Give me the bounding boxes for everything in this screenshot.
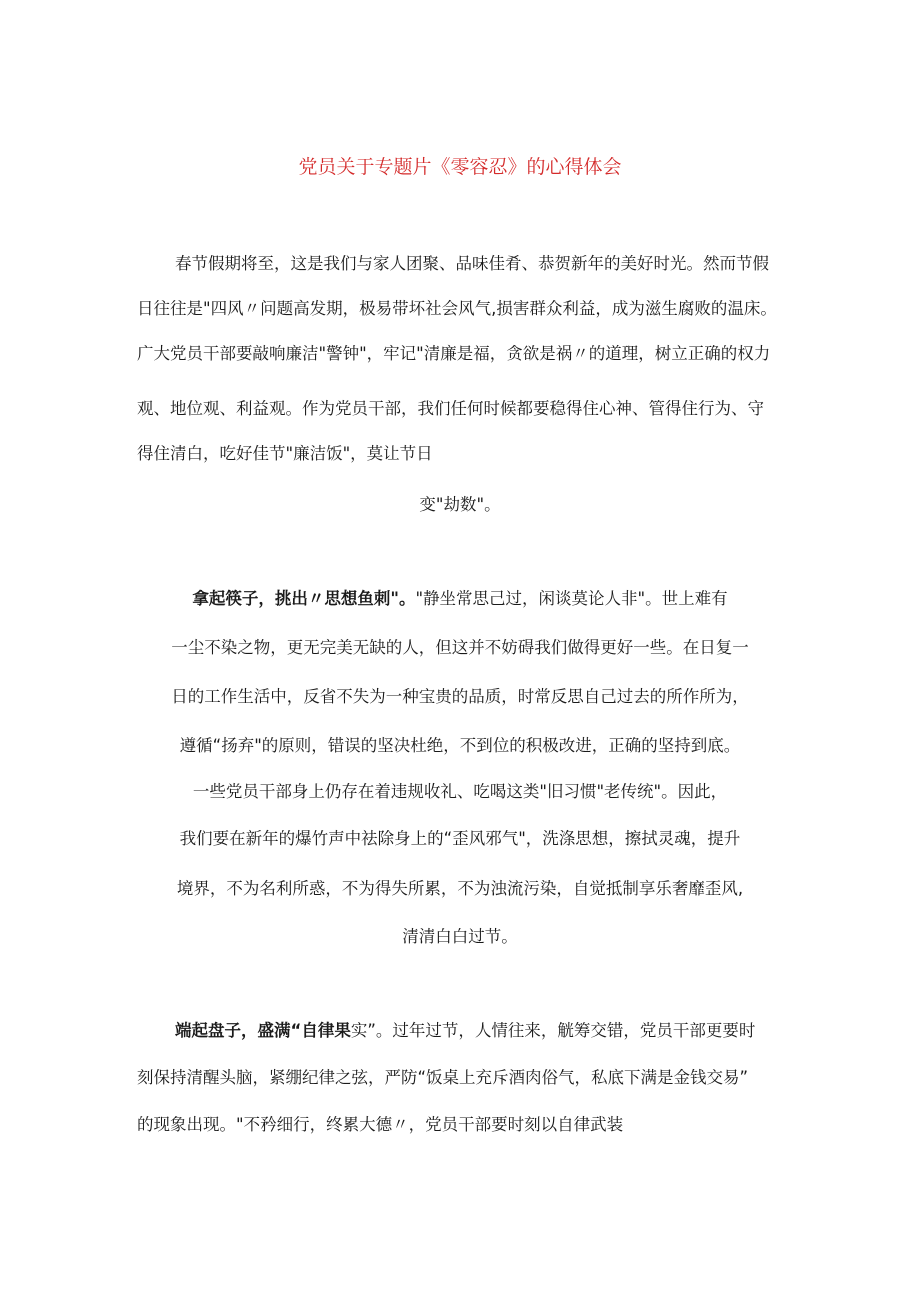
paragraph-3-line-2: 刻保持清醒头脑，紧绷纪律之弦，严防“饭桌上充斥酒肉俗气，私底下满是金钱交易” xyxy=(137,1068,749,1087)
paragraph-1-line-1: 春节假期将至，这是我们与家人团聚、品味佳肴、恭贺新年的美好时光。然而节假 xyxy=(175,254,769,273)
page-title: 党员关于专题片《零容忍》的心得体会 xyxy=(298,156,622,178)
paragraph-2-line-2: 一尘不染之物，更无完美无缺的人，但这并不妨碍我们做得更好一些。在日复一 xyxy=(171,638,749,657)
paragraph-1-line-4: 观、地位观、利益观。作为党员干部，我们任何时候都要稳得住心神、管得住行为、守 xyxy=(137,399,764,418)
paragraph-2-line-8: 清清白白过节。 xyxy=(402,927,518,946)
paragraph-2-line-1 xyxy=(0,587,920,611)
paragraph-2-line-1-text: "静坐常思己过，闲谈莫论人非"。世上难有 xyxy=(415,589,728,608)
paragraph-3-heading: 端起盘子，盛满“自律果 xyxy=(175,1021,351,1040)
paragraph-3-line-1-text: 实”。过年过节，人情往来，觥筹交错，党员干部更要时 xyxy=(350,1021,756,1040)
paragraph-2-line-3: 日的工作生活中，反省不失为一种宝贵的品质，时常反思自己过去的所作所为， xyxy=(171,687,749,706)
paragraph-2-line-6: 我们要在新年的爆竹声中祛除身上的“歪风邪气"，洗涤思想，擦拭灵魂，提升 xyxy=(179,829,741,848)
paragraph-1-line-6: 变"劫数"。 xyxy=(419,495,501,514)
paragraph-2-heading: 拿起筷子，挑出〃思想鱼刺"。 xyxy=(192,589,416,608)
paragraph-3-line-1 xyxy=(175,1019,755,1043)
paragraph-1-line-2: 日往往是"四风〃问题高发期，极易带坏社会风气,损害群众利益，成为滋生腐败的温床。 xyxy=(137,299,777,318)
paragraph-3-line-3: 的现象出现。"不矜细行，终累大德〃，党员干部要时刻以自律武装 xyxy=(137,1115,624,1134)
paragraph-2-line-5: 一些党员干部身上仍存在着违规收礼、吃喝这类"旧习惯"老传统"。因此， xyxy=(192,782,728,801)
paragraph-1-line-5: 得住清白，吃好佳节"廉洁饭"，莫让节日 xyxy=(137,444,433,463)
paragraph-2-line-4: 遵循“扬弃"的原则，错误的坚决杜绝，不到位的积极改进，正确的坚持到底。 xyxy=(179,736,741,755)
paragraph-2-line-7: 境界，不为名利所惑，不为得失所累，不为浊流污染，自觉抵制享乐奢靡歪风, xyxy=(176,879,744,898)
paragraph-1-line-3: 广大党员干部要敲响廉洁"警钟"，牢记"清廉是福，贪欲是祸〃的道理，树立正确的权力 xyxy=(137,344,771,363)
